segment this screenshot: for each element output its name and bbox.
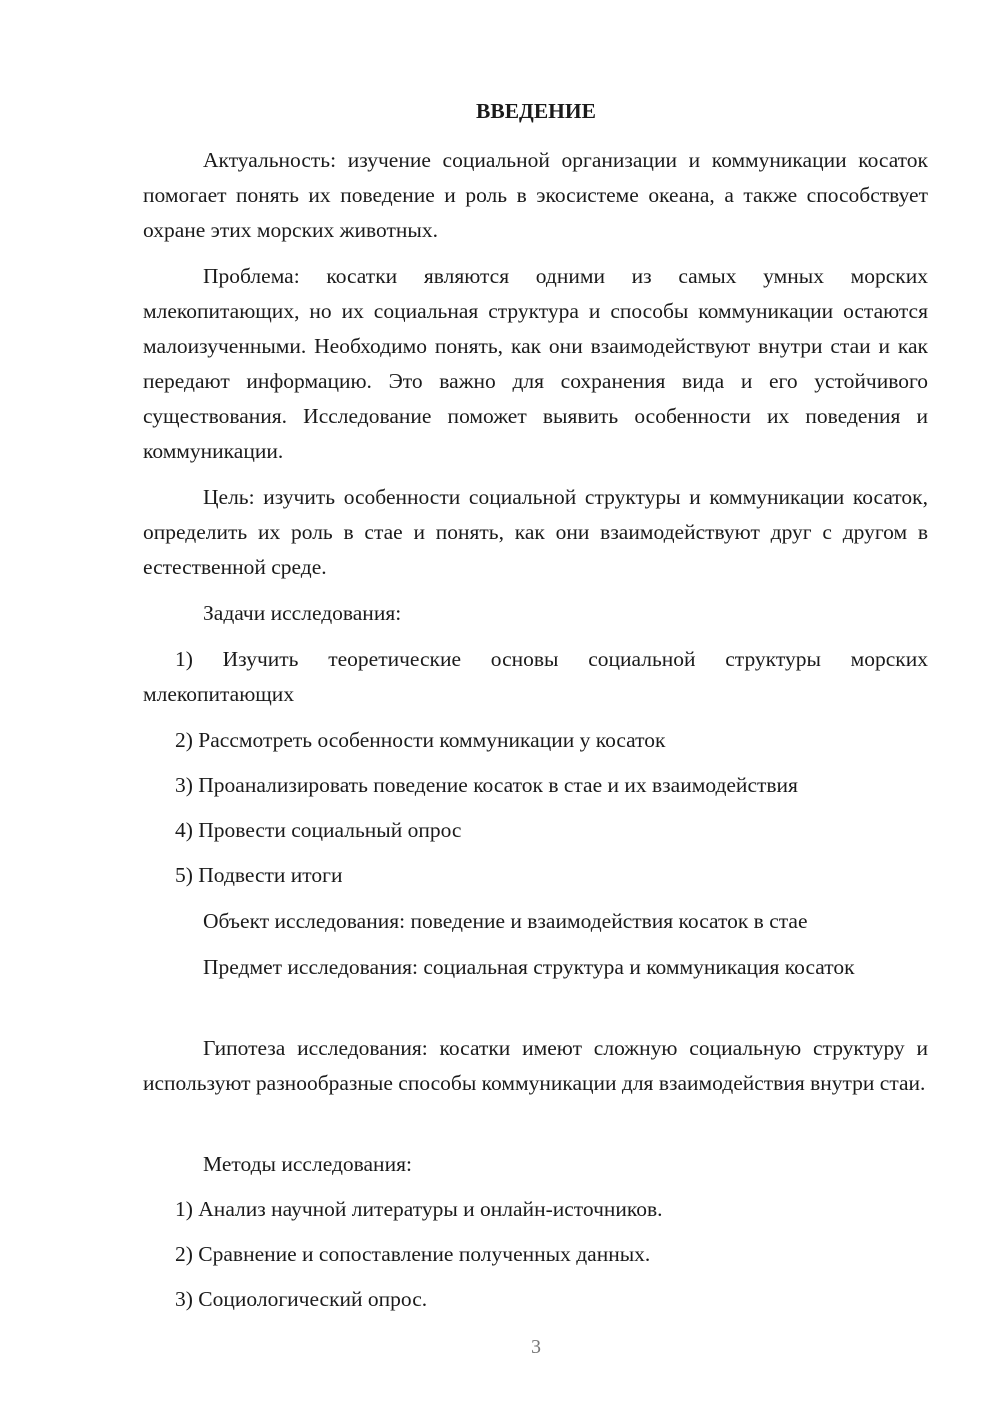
page-title: ВВЕДЕНИЕ <box>476 99 596 123</box>
tasks-heading: Задачи исследования: <box>203 601 402 625</box>
problem-paragraph: Проблема: косатки являются одними из самых умных морских млекопитающих, но их социальная структура и способы коммуникации остаются малоизученными. Необходимо понять, как они взаимодействуют внутри стаи и как передают информацию. Это важно для сохранения вида и его устойчивого существования. Исследование поможет выявить особенности их поведения и коммуникации. <box>143 264 928 463</box>
task-item-5: 5) Подвести итоги <box>175 863 343 887</box>
page-number: 3 <box>531 1336 541 1358</box>
subject-paragraph: Предмет исследования: социальная структура и коммуникация косаток <box>203 955 855 979</box>
relevance-paragraph: Актуальность: изучение социальной организации и коммуникации косаток помогает понять их поведение и роль в экосистеме океана, а также способствует охране этих морских животных. <box>143 148 928 242</box>
method-item-2: 2) Сравнение и сопоставление полученных данных. <box>175 1242 651 1266</box>
hypothesis-paragraph: Гипотеза исследования: косатки имеют сложную социальную структуру и используют разнообразные способы коммуникации для взаимодействия внутри стаи. <box>143 1036 928 1095</box>
methods-heading: Методы исследования: <box>203 1152 412 1176</box>
object-paragraph: Объект исследования: поведение и взаимодействия косаток в стае <box>203 909 808 933</box>
task-item-1: 1) Изучить теоретические основы социальной структуры морских млекопитающих <box>143 647 928 706</box>
task-item-2: 2) Рассмотреть особенности коммуникации у косаток <box>175 728 666 752</box>
goal-paragraph: Цель: изучить особенности социальной структуры и коммуникации косаток, определить их роль в стае и понять, как они взаимодействуют друг с другом в естественной среде. <box>143 485 928 579</box>
task-item-3: 3) Проанализировать поведение косаток в стае и их взаимодействия <box>175 773 798 797</box>
method-item-1: 1) Анализ научной литературы и онлайн-источников. <box>175 1197 663 1221</box>
method-item-3: 3) Социологический опрос. <box>175 1287 428 1311</box>
task-item-4: 4) Провести социальный опрос <box>175 818 462 842</box>
